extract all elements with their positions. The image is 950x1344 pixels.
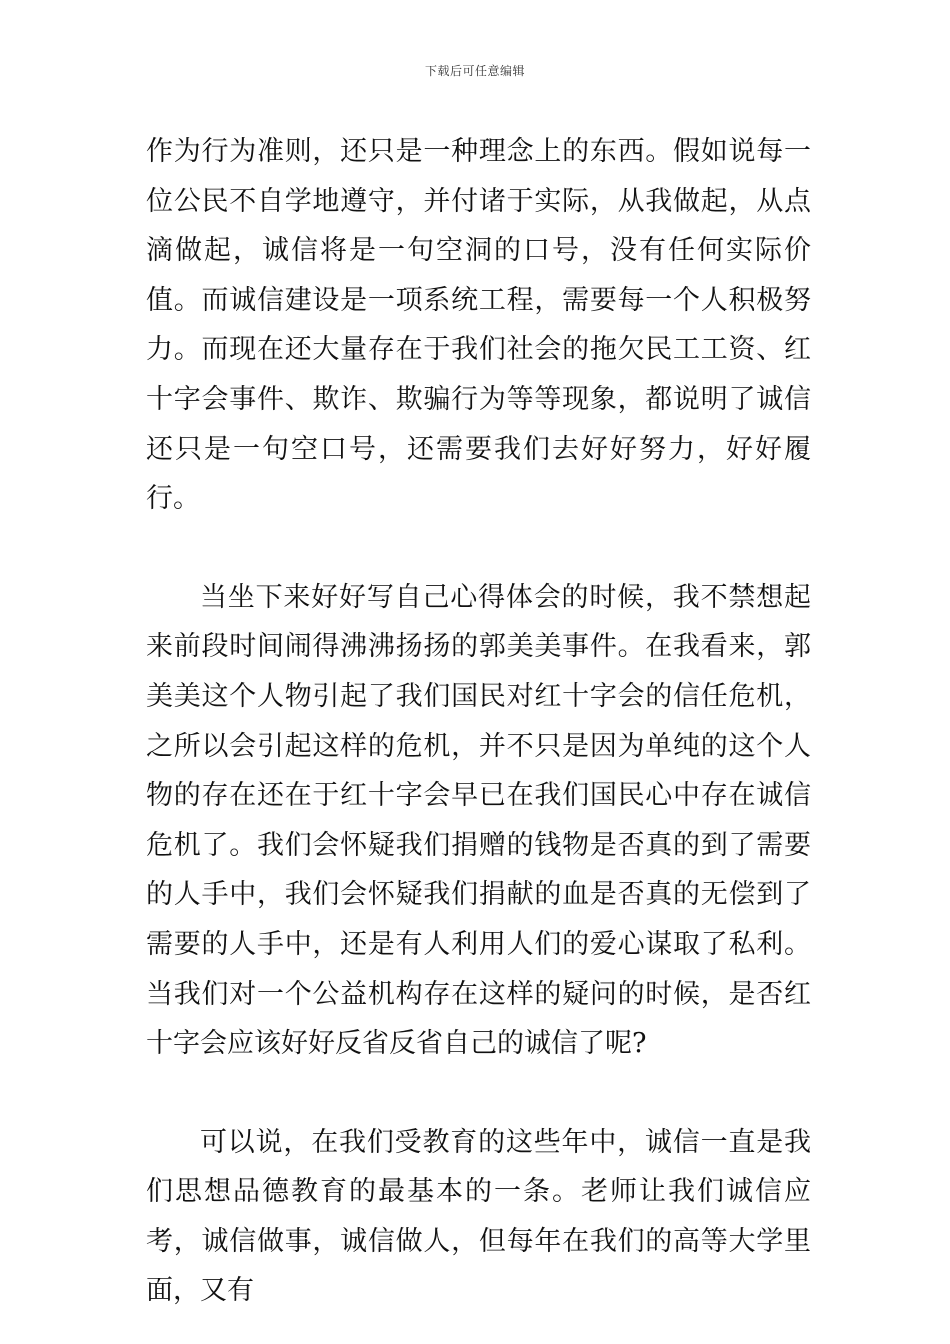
paragraph-spacer xyxy=(146,524,811,573)
paragraph-2: 当坐下来好好写自己心得体会的时候，我不禁想起来前段时间闹得沸沸扬扬的郭美美事件。在我看来，郭美美这个人物引起了我们国民对红十字会的信任危机，之所以会引起这样的危机，并不只是因为单纯的这个人物的存在还在于红十字会早已在我们国民心中存在诚信危机了。我们会怀疑我们捐赠的钱物是否真的到了需要的人手中，我们会怀疑我们捐献的血是否真的无偿到了需要的人手中，还是有人利用人们的爱心谋取了私利。当我们对一个公益机构存在这样的疑问的时候，是否红十字会应该好好反省反省自己的诚信了呢? xyxy=(146,581,811,1060)
page-header-note: 下载后可任意编辑 xyxy=(424,64,525,78)
document-body xyxy=(146,127,811,1316)
paragraph-3: 可以说，在我们受教育的这些年中，诚信一直是我们思想品德教育的最基本的一条。老师让我们诚信应考，诚信做事，诚信做人，但每年在我们的高等大学里面，又有 xyxy=(146,1126,811,1307)
paragraph-1: 作为行为准则，还只是一种理念上的东西。假如说每一位公民不自学地遵守，并付诸于实际，从我做起，从点滴做起，诚信将是一句空洞的口号，没有任何实际价值。而诚信建设是一项系统工程，需要每一个人积极努力。而现在还大量存在于我们社会的拖欠民工工资、红十字会事件、欺诈、欺骗行为等等现象，都说明了诚信还只是一句空口号，还需要我们去好好努力，好好履行。 xyxy=(146,136,811,515)
paragraph-spacer xyxy=(146,1069,811,1118)
